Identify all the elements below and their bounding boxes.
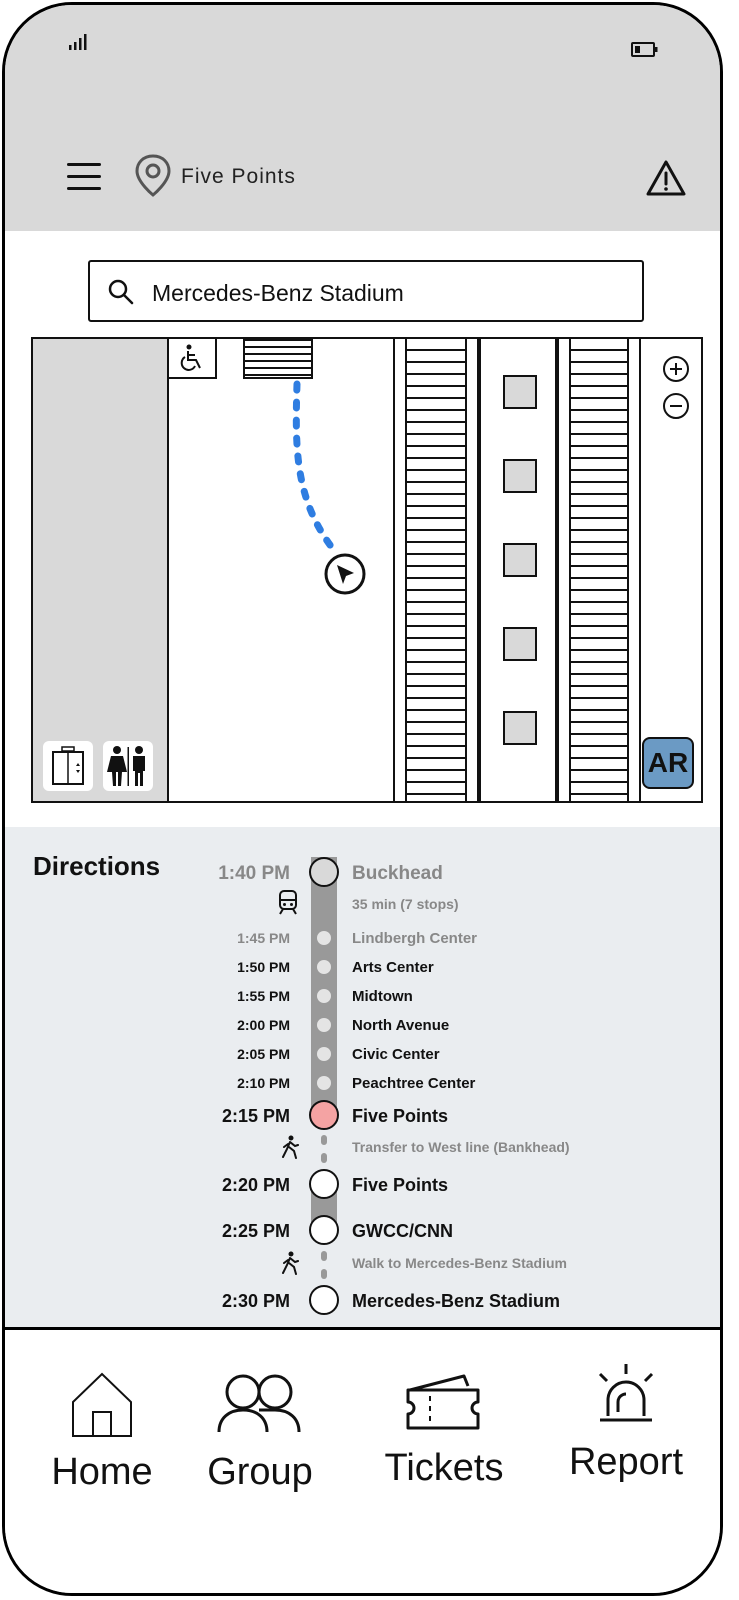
ride-duration: 35 min (7 stops) — [352, 896, 459, 912]
stop-dot — [317, 1076, 331, 1090]
track-left — [393, 339, 479, 801]
walking-icon — [281, 1251, 299, 1275]
stop-name: North Avenue — [352, 1017, 450, 1034]
stop-dot — [317, 960, 331, 974]
battery-icon — [631, 41, 659, 59]
stop-name: Five Points — [352, 1175, 449, 1195]
signal-icon — [67, 33, 91, 51]
stop-name: Peachtree Center — [352, 1075, 476, 1092]
directions-panel — [5, 827, 720, 1327]
stop-time: 1:45 PM — [237, 930, 290, 946]
zoom-in-icon[interactable] — [661, 354, 691, 384]
track-right — [557, 339, 641, 801]
stop-time: 1:40 PM — [218, 863, 290, 884]
tab-home-label: Home — [51, 1451, 153, 1493]
stop-dot — [309, 1215, 339, 1245]
pillar — [503, 627, 537, 661]
menu-button[interactable] — [67, 159, 105, 195]
pillar — [503, 459, 537, 493]
pillar — [503, 711, 537, 745]
group-icon — [215, 1370, 305, 1440]
search-input[interactable] — [150, 274, 634, 312]
bottom-tab-bar — [5, 1327, 720, 1596]
transfer-note: Transfer to West line (Bankhead) — [352, 1139, 570, 1155]
phone-frame — [2, 2, 723, 1596]
zoom-out-icon[interactable] — [661, 391, 691, 421]
home-icon — [67, 1370, 137, 1440]
search-icon — [108, 279, 134, 305]
stop-name: Arts Center — [352, 959, 434, 976]
stop-time: 2:05 PM — [237, 1046, 290, 1062]
tab-report[interactable] — [551, 1360, 701, 1484]
stop-name: Mercedes-Benz Stadium — [352, 1291, 561, 1311]
directions-title: Directions — [33, 851, 161, 881]
walk-dash — [321, 1135, 327, 1145]
stop-time: 2:25 PM — [221, 1221, 290, 1241]
stop-time: 1:50 PM — [237, 959, 290, 975]
header-bar — [5, 5, 720, 231]
stop-time: 2:00 PM — [237, 1017, 290, 1033]
pillar — [503, 375, 537, 409]
stop-name: Five Points — [352, 1106, 449, 1126]
alert-triangle-icon[interactable] — [645, 159, 687, 197]
user-location-icon — [323, 552, 367, 596]
destination-dot — [309, 1285, 339, 1315]
walk-note: Walk to Mercedes-Benz Stadium — [352, 1255, 567, 1271]
walk-dash — [321, 1153, 327, 1163]
location-pin-icon — [133, 153, 173, 199]
stop-dot — [309, 857, 339, 887]
stop-time: 2:15 PM — [221, 1106, 290, 1126]
pillar — [503, 543, 537, 577]
tab-tickets-label: Tickets — [384, 1447, 504, 1489]
stop-dot — [317, 989, 331, 1003]
current-location-label: Five Points — [181, 165, 296, 188]
search-bar[interactable] — [88, 260, 644, 322]
train-icon — [277, 889, 299, 915]
station-map[interactable] — [31, 337, 703, 803]
stop-time: 2:30 PM — [221, 1291, 290, 1311]
stop-dot — [317, 1047, 331, 1061]
stop-dot — [317, 1018, 331, 1032]
line-segment-north — [311, 857, 337, 1113]
stop-dot — [317, 931, 331, 945]
stop-time: 2:10 PM — [237, 1075, 290, 1091]
ticket-icon — [404, 1366, 484, 1436]
walk-dash — [321, 1269, 327, 1279]
stop-name: GWCC/CNN — [352, 1221, 453, 1241]
current-stop-dot — [309, 1100, 339, 1130]
tab-group-label: Group — [207, 1451, 313, 1493]
walking-icon — [281, 1135, 299, 1159]
tab-report-label: Report — [568, 1441, 684, 1483]
platform — [479, 339, 557, 801]
tab-tickets[interactable] — [369, 1366, 519, 1490]
tab-home[interactable] — [27, 1370, 177, 1494]
stop-name: Buckhead — [352, 863, 443, 884]
stop-dot — [309, 1169, 339, 1199]
stop-name: Midtown — [352, 988, 413, 1005]
walk-dash — [321, 1251, 327, 1261]
ar-button[interactable]: AR — [642, 737, 694, 789]
stop-name: Lindbergh Center — [352, 930, 478, 947]
stop-name: Civic Center — [352, 1046, 440, 1063]
stop-time: 1:55 PM — [237, 988, 290, 1004]
stop-time: 2:20 PM — [221, 1175, 290, 1195]
route-timeline — [5, 827, 720, 1327]
siren-icon — [586, 1360, 666, 1430]
tab-group[interactable] — [185, 1370, 335, 1494]
